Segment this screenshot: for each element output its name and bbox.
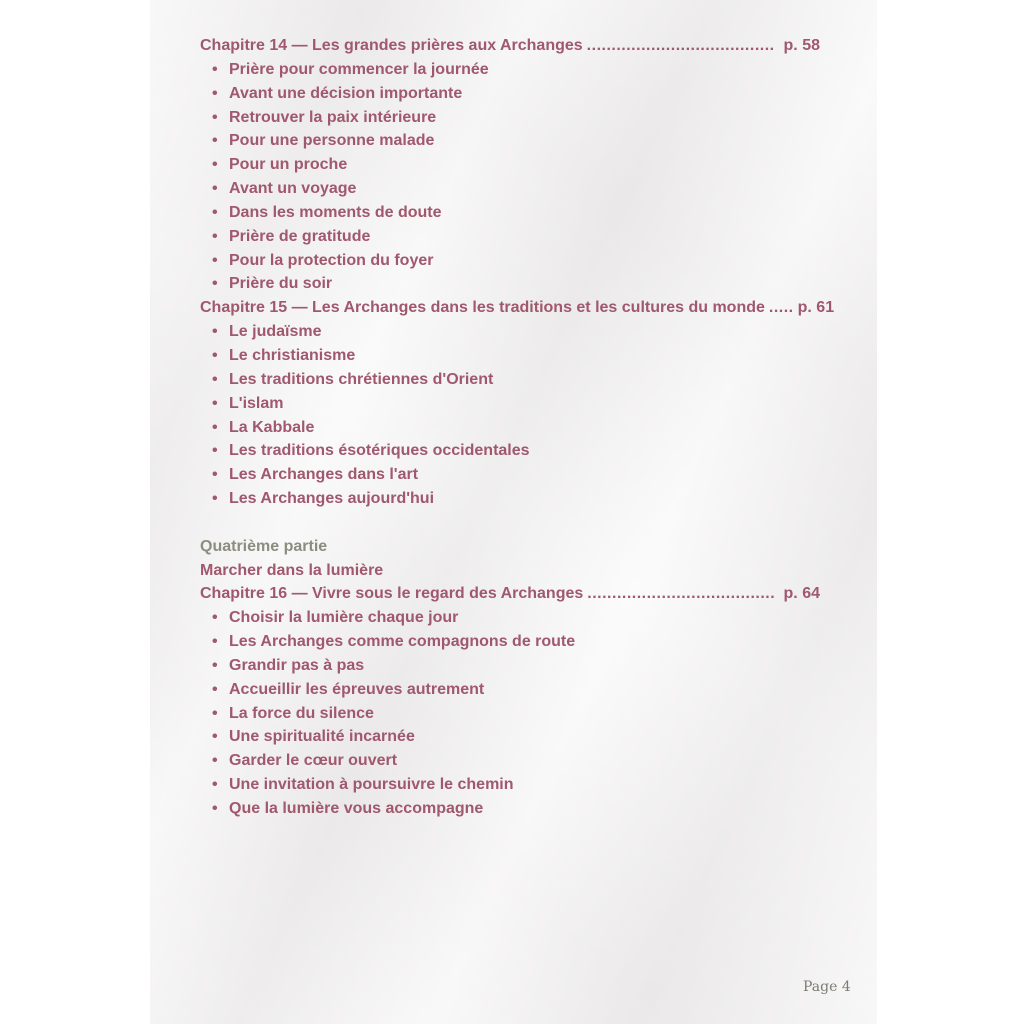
chapter-15-page-ref: p. 61 [797, 299, 835, 317]
bullet-icon: • [212, 490, 218, 508]
bullet-icon: • [212, 656, 218, 674]
bullet-icon: • [212, 203, 218, 221]
list-item: • Les traditions chrétiennes d'Orient [200, 368, 820, 392]
list-item: • Les Archanges dans l'art [200, 463, 820, 487]
chapter-14-dot-leader: ...................................... [586, 37, 775, 54]
list-item: • Prière du soir [200, 272, 820, 296]
page-number: Page 4 [803, 979, 851, 995]
list-item: • La force du silence [200, 702, 820, 726]
list-item: • Choisir la lumière chaque jour [200, 606, 820, 630]
chapter-16-subitems [200, 606, 820, 821]
list-item: • Dans les moments de doute [200, 201, 820, 225]
part-4-label: Quatrième partie [200, 537, 328, 555]
list-item: • Grandir pas à pas [200, 654, 820, 678]
list-item: • La Kabbale [200, 416, 820, 440]
bullet-icon: • [212, 156, 218, 174]
chapter-14-title: Chapitre 14 — Les grandes prières aux Archanges [200, 37, 583, 54]
chapter-14-entry[interactable] [200, 34, 820, 58]
bullet-icon: • [212, 800, 218, 817]
list-item: • Les Archanges aujourd'hui [200, 487, 820, 511]
bullet-icon: • [212, 680, 218, 698]
bullet-icon: • [212, 60, 218, 78]
list-item: • Les Archanges comme compagnons de route [200, 630, 820, 654]
part-4-subtitle: Marcher dans la lumière [200, 561, 384, 579]
list-item: • L'islam [200, 392, 820, 416]
bullet-icon: • [212, 752, 218, 770]
section-spacer [200, 511, 820, 535]
list-item: • Que la lumière vous accompagne [200, 797, 820, 821]
bullet-icon: • [212, 108, 218, 126]
chapter-14-subitems [200, 58, 820, 296]
bullet-icon: • [212, 442, 218, 460]
list-item: • Pour la protection du foyer [200, 249, 820, 273]
bullet-icon: • [212, 633, 218, 651]
list-item: • Retrouver la paix intérieure [200, 106, 820, 130]
list-item: • Le christianisme [200, 344, 820, 368]
chapter-16-title: Chapitre 16 — Vivre sous le regard des Archanges [200, 585, 584, 603]
bullet-icon: • [212, 275, 218, 293]
list-item: • Avant une décision importante [200, 82, 820, 106]
chapter-16-dot-leader: ...................................... [587, 585, 776, 603]
bullet-icon: • [212, 609, 218, 627]
bullet-icon: • [212, 370, 218, 388]
bullet-icon: • [212, 84, 218, 102]
chapter-15-title: Chapitre 15 — Les Archanges dans les traditions et les cultures du monde [200, 299, 765, 317]
bullet-icon: • [212, 728, 218, 746]
bullet-icon: • [212, 346, 218, 364]
bullet-icon: • [212, 132, 218, 150]
table-of-contents [200, 34, 835, 821]
list-item: • Une spiritualité incarnée [200, 725, 820, 749]
chapter-16-page-ref: p. 64 [783, 585, 820, 603]
list-item: • Pour une personne malade [200, 129, 820, 153]
bullet-icon: • [212, 323, 218, 341]
chapter-14-page-ref: p. 58 [783, 37, 820, 54]
list-item: • Avant un voyage [200, 177, 820, 201]
chapter-15-dot-leader: ..... [768, 299, 794, 317]
list-item: • Les traditions ésotériques occidentales [200, 439, 820, 463]
chapter-16-entry[interactable] [200, 582, 820, 606]
list-item: • Une invitation à poursuivre le chemin [200, 773, 820, 797]
list-item: • Prière pour commencer la journée [200, 58, 820, 82]
list-item: • Prière de gratitude [200, 225, 820, 249]
document-page [150, 0, 877, 1024]
bullet-icon: • [212, 251, 218, 269]
bullet-icon: • [212, 227, 218, 245]
bullet-icon: • [212, 394, 218, 412]
bullet-icon: • [212, 776, 218, 794]
list-item: • Pour un proche [200, 153, 820, 177]
list-item: • Le judaïsme [200, 320, 820, 344]
bullet-icon: • [212, 180, 218, 198]
list-item: • Accueillir les épreuves autrement [200, 678, 820, 702]
bullet-icon: • [212, 704, 218, 722]
chapter-15-subitems [200, 320, 820, 511]
list-item: • Garder le cœur ouvert [200, 749, 820, 773]
chapter-15-entry[interactable] [200, 296, 835, 320]
bullet-icon: • [212, 418, 218, 436]
bullet-icon: • [212, 466, 218, 484]
